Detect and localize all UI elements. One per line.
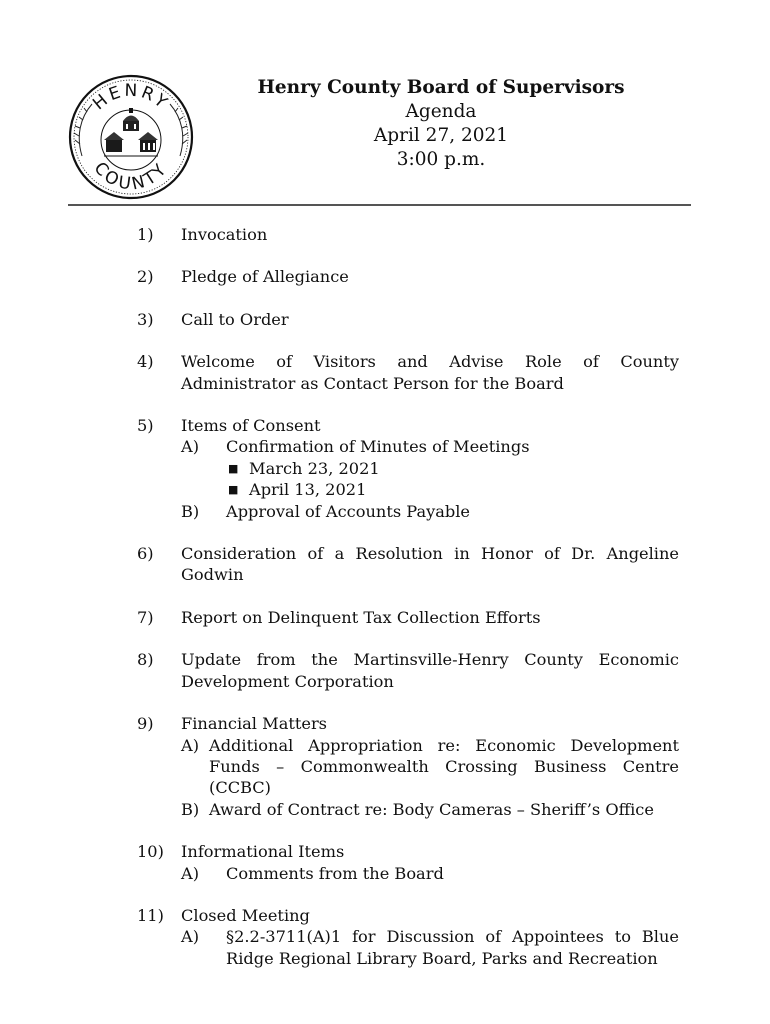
- item-number: 5): [137, 416, 154, 436]
- item-text: Update from the Martinsville-Henry County Economic Development Corporation: [181, 650, 679, 691]
- sub-item-letter: B): [181, 799, 200, 819]
- bullet-square-icon: ■: [228, 483, 239, 497]
- item-number: 9): [137, 714, 154, 734]
- item-number: 3): [137, 309, 154, 329]
- agenda-item-2: [0, 266, 770, 287]
- bullet-item: [228, 458, 679, 479]
- agenda-item-7: [0, 607, 770, 628]
- sub-item-text: §2.2-3711(A)1 for Discussion of Appointees to Blue Ridge Regional Library Board, Parks and Recreation: [226, 927, 679, 968]
- sub-item: [181, 436, 679, 457]
- item-number: 10): [137, 842, 164, 862]
- agenda-header: [200, 76, 682, 172]
- header-divider: [68, 204, 691, 206]
- item-number: 4): [137, 352, 154, 372]
- svg-text:COUNTY: [90, 158, 173, 194]
- bullet-square-icon: ■: [228, 461, 239, 475]
- agenda-item-11: [0, 905, 770, 969]
- agenda-item-4: [0, 351, 770, 394]
- item-text: Informational Items: [181, 842, 345, 862]
- board-title: Henry County Board of Supervisors: [257, 77, 625, 98]
- item-text: Welcome of Visitors and Advise Role of County Administrator as Contact Person for the Board: [181, 352, 679, 393]
- sub-item: [181, 926, 679, 969]
- agenda-item-9: [0, 713, 770, 820]
- agenda-item-6: [0, 543, 770, 586]
- item-number: 11): [137, 905, 164, 925]
- sub-item: [181, 799, 679, 820]
- county-seal-logo: [68, 74, 194, 200]
- item-text: Items of Consent: [181, 416, 321, 436]
- agenda-item-5: [0, 415, 770, 522]
- seal-graphic: [68, 74, 194, 200]
- item-text: Financial Matters: [181, 714, 327, 734]
- agenda-item-8: [0, 649, 770, 692]
- item-text: Pledge of Allegiance: [181, 267, 349, 287]
- item-text: Consideration of a Resolution in Honor of Dr. Angeline Godwin: [181, 544, 679, 585]
- sub-item: [181, 735, 679, 799]
- meeting-date: April 27, 2021: [373, 125, 509, 146]
- sub-item-letter: A): [181, 735, 200, 755]
- agenda-item-1: [0, 224, 770, 245]
- sub-item-text: Confirmation of Minutes of Meetings: [226, 437, 530, 457]
- sub-item-letter: B): [181, 501, 200, 521]
- item-number: 8): [137, 650, 154, 670]
- sub-item-text: Comments from the Board: [226, 863, 444, 883]
- sub-item-letter: A): [181, 863, 200, 883]
- agenda-item-3: [0, 309, 770, 330]
- sub-item-letter: A): [181, 437, 200, 457]
- seal-bottom-text: COUNTY: [89, 158, 173, 195]
- agenda-list: [0, 224, 770, 990]
- document-subtitle: Agenda: [405, 101, 477, 122]
- sub-item-text: Approval of Accounts Payable: [226, 501, 471, 521]
- item-number: 6): [137, 544, 154, 564]
- sub-item-letter: A): [181, 927, 200, 947]
- sub-item-text: Award of Contract re: Body Cameras – Sheriff’s Office: [209, 799, 654, 819]
- seal-top-text: HENRY: [89, 80, 173, 115]
- sub-item: [181, 863, 679, 884]
- item-text: Call to Order: [181, 309, 289, 329]
- item-text: Report on Delinquent Tax Collection Efforts: [181, 607, 541, 627]
- sub-item-text: Additional Appropriation re: Economic Development Funds – Commonwealth Crossing Business Centre (CCBC): [209, 735, 679, 798]
- sub-item: [181, 501, 679, 522]
- bullet-item: [228, 479, 679, 500]
- meeting-time: 3:00 p.m.: [396, 149, 486, 170]
- item-number: 7): [137, 607, 154, 627]
- item-text: Invocation: [181, 225, 268, 244]
- item-number: 1): [137, 225, 154, 244]
- agenda-item-10: [0, 841, 770, 884]
- item-text: Closed Meeting: [181, 905, 310, 925]
- bullet-text: March 23, 2021: [249, 458, 380, 478]
- bullet-text: April 13, 2021: [249, 480, 367, 500]
- item-number: 2): [137, 267, 154, 287]
